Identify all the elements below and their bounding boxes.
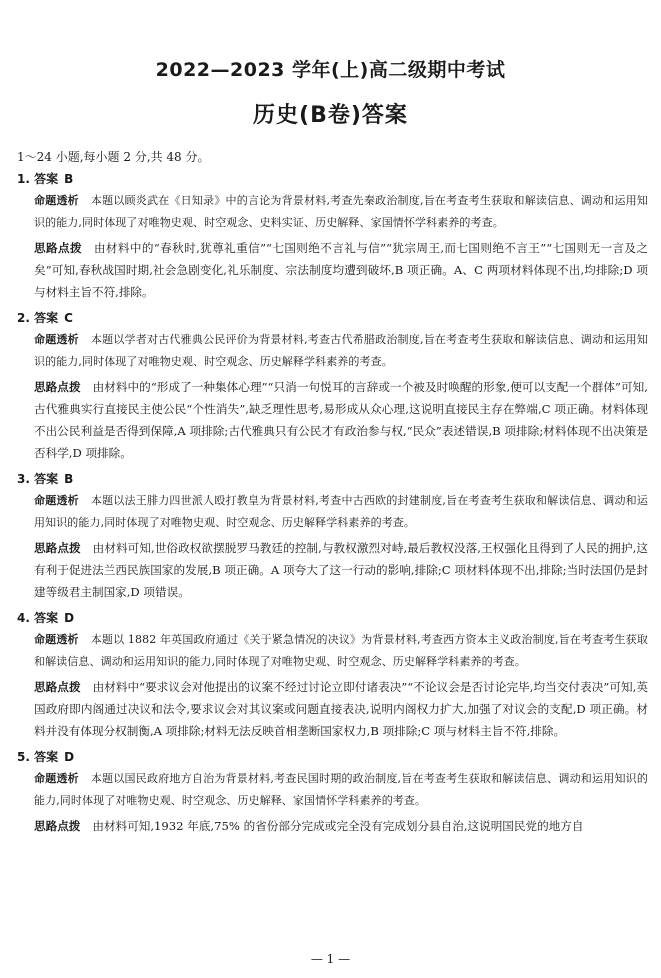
question-header [17,307,648,329]
question-3 [17,468,648,603]
tips-text: 由材料中的“春秋时,犹尊礼重信”“七国则绝不言礼与信”“犹宗周王,而七国则绝不言王”“七国则无一言及之矣”可知,春秋战国时期,社会急剧变化,礼乐制度、宗法制度均遭到破坏,B 项正确。A、C 两项材料体现不出,均排除;D 项与材料主旨不符,排除。 [34,241,648,299]
question-number: 4. 答案 [17,611,59,625]
tips-label: 思路点拨 [34,680,81,694]
analysis-label: 命题透析 [34,333,79,346]
answer-letter: B [64,172,74,186]
question-header [17,168,648,190]
question-5 [17,746,648,837]
analysis-label: 命题透析 [34,633,79,646]
analysis-label: 命题透析 [34,194,79,207]
question-number: 2. 答案 [17,311,59,325]
tips-text: 由材料可知,世俗政权欲摆脱罗马教廷的控制,与教权激烈对峙,最后教权没落,王权强化且得到了人民的拥护,这有利于促进法兰西民族国家的发展,B 项正确。A 项夸大了这一行动的影响,排除;C 项材料体现不出,排除;当时法国仍是封建等级君主制国家,D 项错误。 [34,541,648,599]
question-number: 1. 答案 [17,172,59,186]
answer-letter: C [64,311,73,325]
analysis-text: 本题以 1882 年英国政府通过《关于紧急情况的决议》为背景材料,考查西方资本主义政治制度,旨在考查考生获取和解读信息、调动和运用知识的能力,同时体现了对唯物史观、时空观念、历史解释学科素养的考查。 [34,633,648,668]
question-number: 3. 答案 [17,472,59,486]
scoring-intro: 1～24 小题,每小题 2 分,共 48 分。 [17,150,210,164]
answer-letter: D [64,611,75,625]
tips-text: 由材料中“要求议会对他提出的议案不经过讨论立即付诸表决”“不论议会是否讨论完毕,均当交付表决”可知,英国政府即内阁通过决议和法令,要求议会对其议案或问题直接表决,说明内阁权力扩大,加强了对议会的支配,D 项正确。材料并没有体现分权制衡,A 项排除;材料无法反映首相垄断国家权力,B 项排除;C 项与材料主旨不符,排除。 [34,680,648,738]
answer-content [17,146,648,841]
question-number: 5. 答案 [17,750,59,764]
page-number: — 1 — [310,952,351,966]
tips-paragraph [34,537,648,603]
tips-paragraph [34,376,648,464]
answer-letter: B [64,472,74,486]
question-header [17,468,648,490]
analysis-text: 本题以法王腓力四世派人殴打教皇为背景材料,考查中古西欧的封建制度,旨在考查考生获取和解读信息、调动和运用知识的能力,同时体现了对唯物史观、时空观念、历史解释学科素养的考查。 [34,494,648,529]
tips-text: 由材料可知,1932 年底,75% 的省份部分完成或完全没有完成划分县自治,这说明国民党的地方自 [92,819,584,833]
tips-label: 思路点拨 [34,819,81,833]
tips-paragraph [34,237,648,303]
analysis-label: 命题透析 [34,772,79,785]
tips-text: 由材料中的“形成了一种集体心理”“只消一句悦耳的言辞或一个被及时唤醒的形象,便可以支配一个群体”可知,古代雅典实行直接民主使公民“个性消失”,缺乏理性思考,易形成从众心理,这说明直接民主存在弊端,C 项正确。材料体现不出公民利益是否得到保障,A 项排除;古代雅典只有公民才有政治参与权,“民众”表述错误,B 项排除;材料体现不出决策是否科学,D 项排除。 [34,380,648,460]
analysis-paragraph [34,190,648,234]
analysis-paragraph [34,629,648,673]
question-4 [17,607,648,742]
question-1 [17,168,648,303]
analysis-text: 本题以国民政府地方自治为背景材料,考查民国时期的政治制度,旨在考查考生获取和解读信息、调动和运用知识的能力,同时体现了对唯物史观、时空观念、历史解释、家国情怀学科素养的考查。 [34,772,648,807]
analysis-text: 本题以学者对古代雅典公民评价为背景材料,考查古代希腊政治制度,旨在考查考生获取和解读信息、调动和运用知识的能力,同时体现了对唯物史观、时空观念、历史解释学科素养的考查。 [34,333,648,368]
tips-label: 思路点拨 [34,541,81,555]
exam-title: 2022—2023 学年(上)高二级期中考试 [155,59,506,81]
tips-label: 思路点拨 [34,380,81,394]
question-header [17,746,648,768]
answer-subtitle: 历史(B卷)答案 [253,103,408,128]
tips-paragraph [34,676,648,742]
answer-letter: D [64,750,75,764]
analysis-text: 本题以顾炎武在《日知录》中的言论为背景材料,考查先秦政治制度,旨在考查考生获取和解读信息、调动和运用知识的能力,同时体现了对唯物史观、时空观念、史料实证、历史解释、家国情怀学科素养的考查。 [34,194,648,229]
tips-paragraph [34,815,648,837]
question-2 [17,307,648,464]
analysis-paragraph [34,490,648,534]
analysis-paragraph [34,329,648,373]
analysis-paragraph [34,768,648,812]
question-header [17,607,648,629]
analysis-label: 命题透析 [34,494,79,507]
tips-label: 思路点拨 [34,241,82,255]
